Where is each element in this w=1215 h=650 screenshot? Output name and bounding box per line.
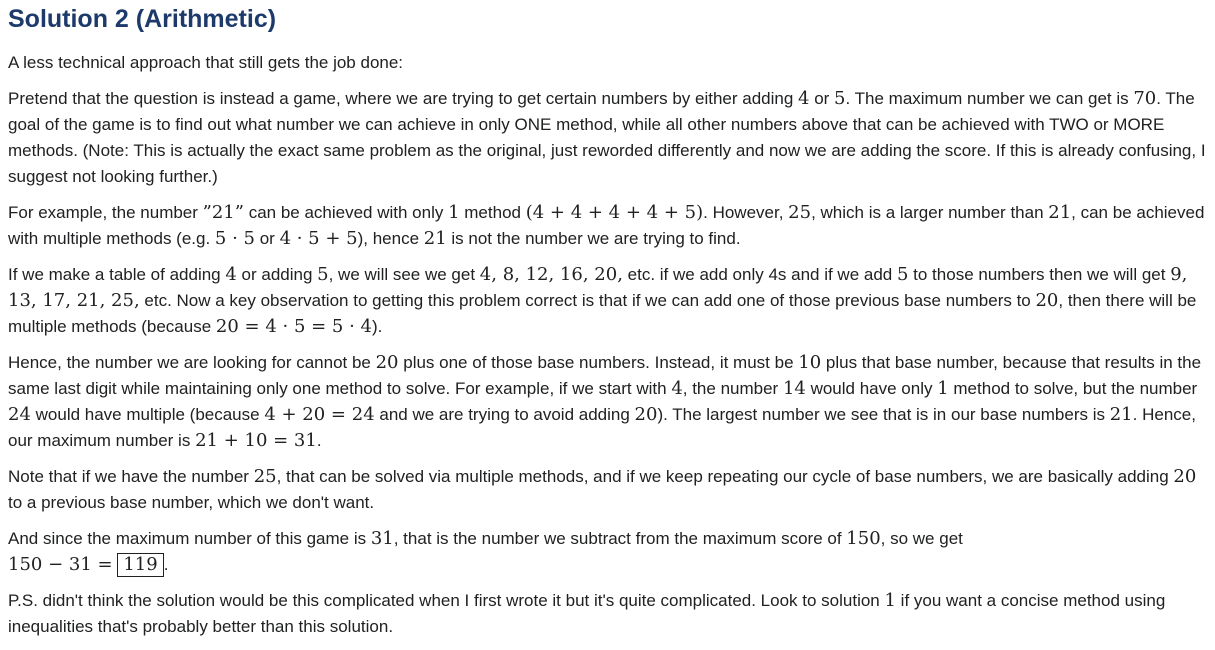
conclusion-paragraph: And since the maximum number of this game is 31, that is the number we subtract from the maximum score of 150, so we get 150 − 31 = 119 . [8,528,963,575]
example-paragraph: For example, the number ”21” can be achieved with only 1 method (4 + 4 + 4 + 4 + 5). However, 25, which is a larger number than 21, can be achieved with multiple methods (e.g. 5 · 5 or 4 · 5 + 5), hence 21 is not the number we are trying to find. [8,202,1205,249]
game-explanation-paragraph: Pretend that the question is instead a game, where we are trying to get certain numbers by either adding 4 or 5. The maximum number we can get is 70. The goal of the game is to find out what number we can achieve in only ONE method, while all other numbers above that can be achieved with TWO or MORE methods. (Note: This is actually the exact same problem as the original, just reworded differently and now we are adding the score. If this is already confusing, I suggest not looking further.) [8,88,1206,186]
postscript-paragraph: P.S. didn't think the solution would be this complicated when I first wrote it but it's quite complicated. Look to solution 1 if you want a concise method using inequalities that's probably better than this solution. [8,590,1166,636]
table-paragraph: If we make a table of adding 4 or adding 5, we will see we get 4, 8, 12, 16, 20, etc. if we add only 4s and if we add 5 to those numbers then we will get 9, 13, 17, 21, 25, etc. Now a key observation to getting this problem correct is that if we can add one of those previous base numbers to 20, then there will be multiple methods (because 20 = 4 · 5 = 5 · 4). [8,264,1197,337]
reasoning-paragraph: Hence, the number we are looking for cannot be 20 plus one of those base numbers. Instead, it must be 10 plus that base number, because that results in the same last digit while maintaining only one method to solve. For example, if we start with 4, the number 14 would have only 1 method to solve, but the number 24 would have multiple (because 4 + 20 = 24 and we are trying to avoid adding 20). The largest number we see that is in our base numbers is 21. Hence, our maximum number is 21 + 10 = 31. [8,352,1202,451]
note-paragraph: Note that if we have the number 25, that can be solved via multiple methods, and if we keep repeating our cycle of base numbers, we are basically adding 20 to a previous base number, which we don't want. [8,466,1197,512]
intro-paragraph: A less technical approach that still gets the job done: [8,53,404,72]
boxed-answer: 119 [117,553,163,577]
section-heading: Solution 2 (Arithmetic) [8,5,277,33]
